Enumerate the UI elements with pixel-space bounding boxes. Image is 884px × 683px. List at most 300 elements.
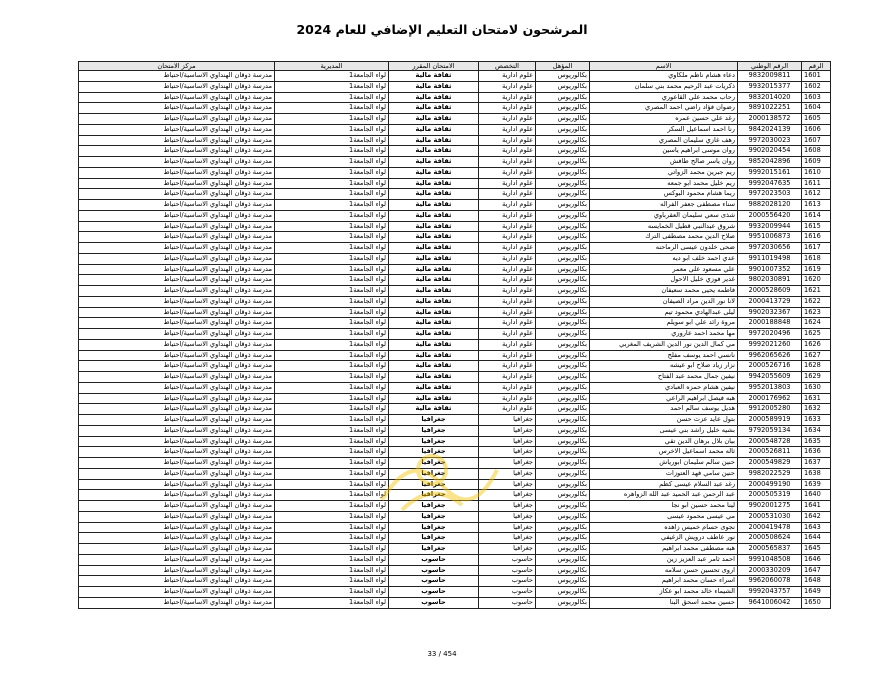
cell-specialization: علوم ادارية xyxy=(479,103,536,114)
cell-exam-center: مدرسة ذوقان الهنداوي الاساسية/احتياط xyxy=(79,200,275,211)
cell-number: 1638 xyxy=(802,468,831,479)
cell-exam-center: مدرسة ذوقان الهنداوي الاساسية/احتياط xyxy=(79,103,275,114)
cell-qualification: بكالوريوس xyxy=(536,178,590,189)
cell-qualification: بكالوريوس xyxy=(536,361,590,372)
cell-directorate: لواء الجامعة1 xyxy=(275,92,389,103)
cell-qualification: بكالوريوس xyxy=(536,533,590,544)
cell-name: ريم جبرين محمد الزواتي xyxy=(590,167,738,178)
table-row xyxy=(79,210,831,221)
cell-exam: جغرافيا xyxy=(389,544,479,555)
cell-national-id: 9962060078 xyxy=(738,576,802,587)
cell-directorate: لواء الجامعة1 xyxy=(275,200,389,211)
cell-national-id: 9962065626 xyxy=(738,350,802,361)
cell-number: 1627 xyxy=(802,350,831,361)
table-row xyxy=(79,157,831,168)
cell-directorate: لواء الجامعة1 xyxy=(275,501,389,512)
cell-number: 1618 xyxy=(802,253,831,264)
cell-directorate: لواء الجامعة1 xyxy=(275,232,389,243)
cell-name: لانا نور الدين مراد الصيفان xyxy=(590,296,738,307)
cell-specialization: علوم ادارية xyxy=(479,264,536,275)
header-exam: الامتحان المقرر xyxy=(389,62,479,71)
cell-exam-center: مدرسة ذوقان الهنداوي الاساسية/احتياط xyxy=(79,307,275,318)
cell-national-id: 9792059134 xyxy=(738,425,802,436)
cell-qualification: بكالوريوس xyxy=(536,221,590,232)
cell-number: 1623 xyxy=(802,307,831,318)
cell-number: 1646 xyxy=(802,554,831,565)
cell-qualification: بكالوريوس xyxy=(536,597,590,608)
cell-directorate: لواء الجامعة1 xyxy=(275,544,389,555)
cell-exam-center: مدرسة ذوقان الهنداوي الاساسية/احتياط xyxy=(79,189,275,200)
cell-number: 1612 xyxy=(802,189,831,200)
cell-directorate: لواء الجامعة1 xyxy=(275,576,389,587)
cell-national-id: 2000499190 xyxy=(738,479,802,490)
cell-national-id: 2000413729 xyxy=(738,296,802,307)
cell-exam-center: مدرسة ذوقان الهنداوي الاساسية/احتياط xyxy=(79,146,275,157)
cell-number: 1625 xyxy=(802,329,831,340)
table-row xyxy=(79,447,831,458)
cell-specialization: علوم ادارية xyxy=(479,92,536,103)
cell-directorate: لواء الجامعة1 xyxy=(275,114,389,125)
cell-name: مروة رائد علي ابو سويلم xyxy=(590,318,738,329)
cell-exam: جغرافيا xyxy=(389,415,479,426)
cell-exam: ثقافة مالية xyxy=(389,81,479,92)
table-row xyxy=(79,597,831,608)
cell-specialization: علوم ادارية xyxy=(479,178,536,189)
cell-national-id: 2000505319 xyxy=(738,490,802,501)
cell-directorate: لواء الجامعة1 xyxy=(275,393,389,404)
cell-exam-center: مدرسة ذوقان الهنداوي الاساسية/احتياط xyxy=(79,178,275,189)
cell-number: 1616 xyxy=(802,232,831,243)
cell-qualification: بكالوريوس xyxy=(536,372,590,383)
table-row xyxy=(79,135,831,146)
cell-national-id: 9842024139 xyxy=(738,124,802,135)
cell-number: 1626 xyxy=(802,339,831,350)
cell-directorate: لواء الجامعة1 xyxy=(275,339,389,350)
table-row xyxy=(79,404,831,415)
cell-national-id: 9912005280 xyxy=(738,404,802,415)
cell-name: شروق عبدالنبي قطيل الخمايسه xyxy=(590,221,738,232)
cell-specialization: علوم ادارية xyxy=(479,114,536,125)
cell-number: 1601 xyxy=(802,71,831,82)
cell-name: دعاء هشام ناظم ملكاوي xyxy=(590,71,738,82)
cell-exam: ثقافة مالية xyxy=(389,210,479,221)
cell-specialization: علوم ادارية xyxy=(479,318,536,329)
cell-exam-center: مدرسة ذوقان الهنداوي الاساسية/احتياط xyxy=(79,597,275,608)
cell-name: اروى تحسين حسن سلامه xyxy=(590,565,738,576)
cell-exam-center: مدرسة ذوقان الهنداوي الاساسية/احتياط xyxy=(79,565,275,576)
cell-number: 1634 xyxy=(802,425,831,436)
table-row xyxy=(79,415,831,426)
cell-national-id: 9911019498 xyxy=(738,253,802,264)
cell-directorate: لواء الجامعة1 xyxy=(275,103,389,114)
cell-exam: ثقافة مالية xyxy=(389,92,479,103)
cell-exam-center: مدرسة ذوقان الهنداوي الاساسية/احتياط xyxy=(79,436,275,447)
cell-number: 1633 xyxy=(802,415,831,426)
cell-exam-center: مدرسة ذوقان الهنداوي الاساسية/احتياط xyxy=(79,275,275,286)
cell-exam-center: مدرسة ذوقان الهنداوي الاساسية/احتياط xyxy=(79,296,275,307)
cell-national-id: 2000556420 xyxy=(738,210,802,221)
cell-directorate: لواء الجامعة1 xyxy=(275,81,389,92)
cell-directorate: لواء الجامعة1 xyxy=(275,318,389,329)
cell-specialization: جغرافيا xyxy=(479,533,536,544)
cell-exam: ثقافة مالية xyxy=(389,296,479,307)
table-row xyxy=(79,329,831,340)
cell-qualification: بكالوريوس xyxy=(536,81,590,92)
cell-number: 1631 xyxy=(802,393,831,404)
cell-qualification: بكالوريوس xyxy=(536,458,590,469)
cell-name: عدي احمد خلف ابو ديه xyxy=(590,253,738,264)
table-row xyxy=(79,81,831,92)
cell-exam: حاسوب xyxy=(389,554,479,565)
cell-exam-center: مدرسة ذوقان الهنداوي الاساسية/احتياط xyxy=(79,71,275,82)
cell-name: احمد ثامر عبد العزيز زين xyxy=(590,554,738,565)
cell-national-id: 9992015161 xyxy=(738,167,802,178)
cell-specialization: حاسوب xyxy=(479,576,536,587)
cell-exam-center: مدرسة ذوقان الهنداوي الاساسية/احتياط xyxy=(79,210,275,221)
table-row xyxy=(79,533,831,544)
cell-name: بشيه خليل راشد بني عيسى xyxy=(590,425,738,436)
cell-qualification: بكالوريوس xyxy=(536,490,590,501)
cell-name: رضوان فؤاد راضي احمد المصري xyxy=(590,103,738,114)
cell-qualification: بكالوريوس xyxy=(536,243,590,254)
cell-exam: جغرافيا xyxy=(389,425,479,436)
cell-name: نانسي احمد يوسف مفلح xyxy=(590,350,738,361)
table-row xyxy=(79,275,831,286)
cell-number: 1639 xyxy=(802,479,831,490)
header-qualification: المؤهل xyxy=(536,62,590,71)
table-row xyxy=(79,372,831,383)
cell-number: 1613 xyxy=(802,200,831,211)
cell-specialization: جغرافيا xyxy=(479,490,536,501)
cell-qualification: بكالوريوس xyxy=(536,436,590,447)
cell-exam: جغرافيا xyxy=(389,490,479,501)
cell-exam-center: مدرسة ذوقان الهنداوي الاساسية/احتياط xyxy=(79,286,275,297)
cell-number: 1619 xyxy=(802,264,831,275)
cell-exam-center: مدرسة ذوقان الهنداوي الاساسية/احتياط xyxy=(79,490,275,501)
cell-directorate: لواء الجامعة1 xyxy=(275,587,389,598)
cell-exam-center: مدرسة ذوقان الهنداوي الاساسية/احتياط xyxy=(79,468,275,479)
cell-directorate: لواء الجامعة1 xyxy=(275,275,389,286)
cell-qualification: بكالوريوس xyxy=(536,447,590,458)
table-row xyxy=(79,565,831,576)
cell-qualification: بكالوريوس xyxy=(536,404,590,415)
cell-exam: ثقافة مالية xyxy=(389,350,479,361)
cell-qualification: بكالوريوس xyxy=(536,587,590,598)
cell-qualification: بكالوريوس xyxy=(536,565,590,576)
cell-qualification: بكالوريوس xyxy=(536,554,590,565)
table-row xyxy=(79,458,831,469)
cell-exam: ثقافة مالية xyxy=(389,307,479,318)
cell-number: 1648 xyxy=(802,576,831,587)
candidates-table xyxy=(78,61,831,609)
cell-specialization: علوم ادارية xyxy=(479,135,536,146)
cell-name: ضحى خلدون عيسى الرماحنه xyxy=(590,243,738,254)
cell-number: 1602 xyxy=(802,81,831,92)
cell-qualification: بكالوريوس xyxy=(536,576,590,587)
cell-name: روان موسى ابراهيم ياسين xyxy=(590,146,738,157)
cell-national-id: 9991048508 xyxy=(738,554,802,565)
cell-directorate: لواء الجامعة1 xyxy=(275,210,389,221)
cell-exam: ثقافة مالية xyxy=(389,221,479,232)
cell-exam: جغرافيا xyxy=(389,522,479,533)
cell-number: 1615 xyxy=(802,221,831,232)
cell-name: بتول عايد عزت حسن xyxy=(590,415,738,426)
cell-number: 1620 xyxy=(802,275,831,286)
cell-national-id: 2000188848 xyxy=(738,318,802,329)
cell-name: الشيماء خالد محمد ابو عكاز xyxy=(590,587,738,598)
cell-name: شذى سعي سليمان العقرباوي xyxy=(590,210,738,221)
cell-number: 1630 xyxy=(802,382,831,393)
cell-specialization: جغرافيا xyxy=(479,458,536,469)
cell-exam-center: مدرسة ذوقان الهنداوي الاساسية/احتياط xyxy=(79,253,275,264)
cell-number: 1641 xyxy=(802,501,831,512)
cell-directorate: لواء الجامعة1 xyxy=(275,404,389,415)
table-row xyxy=(79,307,831,318)
table-row xyxy=(79,114,831,125)
cell-directorate: لواء الجامعة1 xyxy=(275,458,389,469)
cell-number: 1617 xyxy=(802,243,831,254)
cell-exam-center: مدرسة ذوقان الهنداوي الاساسية/احتياط xyxy=(79,339,275,350)
cell-directorate: لواء الجامعة1 xyxy=(275,329,389,340)
cell-specialization: جغرافيا xyxy=(479,436,536,447)
cell-national-id: 9982022529 xyxy=(738,468,802,479)
cell-specialization: جغرافيا xyxy=(479,479,536,490)
table-row xyxy=(79,544,831,555)
table-row xyxy=(79,382,831,393)
cell-qualification: بكالوريوس xyxy=(536,71,590,82)
cell-exam-center: مدرسة ذوقان الهنداوي الاساسية/احتياط xyxy=(79,511,275,522)
cell-exam: ثقافة مالية xyxy=(389,318,479,329)
cell-national-id: 9902001275 xyxy=(738,501,802,512)
table-row xyxy=(79,189,831,200)
cell-exam-center: مدرسة ذوقان الهنداوي الاساسية/احتياط xyxy=(79,157,275,168)
cell-national-id: 9951006873 xyxy=(738,232,802,243)
cell-national-id: 9992047635 xyxy=(738,178,802,189)
cell-specialization: علوم ادارية xyxy=(479,232,536,243)
cell-name: علي مسعود علي معمر xyxy=(590,264,738,275)
cell-directorate: لواء الجامعة1 xyxy=(275,511,389,522)
cell-exam: ثقافة مالية xyxy=(389,146,479,157)
cell-exam-center: مدرسة ذوقان الهنداوي الاساسية/احتياط xyxy=(79,533,275,544)
cell-national-id: 2000548728 xyxy=(738,436,802,447)
cell-qualification: بكالوريوس xyxy=(536,232,590,243)
cell-qualification: بكالوريوس xyxy=(536,479,590,490)
cell-number: 1608 xyxy=(802,146,831,157)
cell-qualification: بكالوريوس xyxy=(536,511,590,522)
cell-exam-center: مدرسة ذوقان الهنداوي الاساسية/احتياط xyxy=(79,415,275,426)
cell-directorate: لواء الجامعة1 xyxy=(275,554,389,565)
cell-national-id: 9832009811 xyxy=(738,71,802,82)
table-row xyxy=(79,361,831,372)
cell-exam-center: مدرسة ذوقان الهنداوي الاساسية/احتياط xyxy=(79,350,275,361)
cell-exam: ثقافة مالية xyxy=(389,71,479,82)
cell-national-id: 9852042896 xyxy=(738,157,802,168)
cell-directorate: لواء الجامعة1 xyxy=(275,71,389,82)
cell-specialization: علوم ادارية xyxy=(479,189,536,200)
cell-directorate: لواء الجامعة1 xyxy=(275,597,389,608)
cell-national-id: 2000138572 xyxy=(738,114,802,125)
cell-number: 1614 xyxy=(802,210,831,221)
cell-exam: ثقافة مالية xyxy=(389,286,479,297)
table-row xyxy=(79,554,831,565)
cell-specialization: حاسوب xyxy=(479,587,536,598)
cell-qualification: بكالوريوس xyxy=(536,329,590,340)
cell-directorate: لواء الجامعة1 xyxy=(275,382,389,393)
cell-national-id: 9891022251 xyxy=(738,103,802,114)
cell-directorate: لواء الجامعة1 xyxy=(275,221,389,232)
cell-national-id: 9802030891 xyxy=(738,275,802,286)
cell-exam-center: مدرسة ذوقان الهنداوي الاساسية/احتياط xyxy=(79,458,275,469)
cell-exam: ثقافة مالية xyxy=(389,114,479,125)
cell-specialization: جغرافيا xyxy=(479,501,536,512)
cell-number: 1642 xyxy=(802,511,831,522)
cell-number: 1621 xyxy=(802,286,831,297)
cell-exam: ثقافة مالية xyxy=(389,275,479,286)
cell-specialization: علوم ادارية xyxy=(479,361,536,372)
cell-name: مي عيسى محمود عيسى xyxy=(590,511,738,522)
cell-specialization: علوم ادارية xyxy=(479,296,536,307)
cell-qualification: بكالوريوس xyxy=(536,522,590,533)
cell-name: عبد الرحمن عبد الحميد عبد الله الزواهره xyxy=(590,490,738,501)
cell-qualification: بكالوريوس xyxy=(536,167,590,178)
table-row xyxy=(79,522,831,533)
cell-exam: ثقافة مالية xyxy=(389,167,479,178)
table-row xyxy=(79,167,831,178)
cell-exam-center: مدرسة ذوقان الهنداوي الاساسية/احتياط xyxy=(79,361,275,372)
cell-qualification: بكالوريوس xyxy=(536,501,590,512)
cell-number: 1610 xyxy=(802,167,831,178)
header-directorate: المديرية xyxy=(275,62,389,71)
cell-national-id: 9992043757 xyxy=(738,587,802,598)
cell-specialization: علوم ادارية xyxy=(479,221,536,232)
table-header-row xyxy=(79,62,831,71)
cell-name: ذكريات عبد الرحيم محمد بني سلمان xyxy=(590,81,738,92)
cell-specialization: جغرافيا xyxy=(479,511,536,522)
header-national-id: الرقم الوطني xyxy=(738,62,802,71)
cell-specialization: علوم ادارية xyxy=(479,404,536,415)
cell-national-id: 2000330209 xyxy=(738,565,802,576)
cell-exam-center: مدرسة ذوقان الهنداوي الاساسية/احتياط xyxy=(79,479,275,490)
cell-specialization: علوم ادارية xyxy=(479,81,536,92)
cell-number: 1649 xyxy=(802,587,831,598)
cell-specialization: علوم ادارية xyxy=(479,382,536,393)
cell-directorate: لواء الجامعة1 xyxy=(275,361,389,372)
cell-national-id: 9832014020 xyxy=(738,92,802,103)
cell-specialization: علوم ادارية xyxy=(479,253,536,264)
cell-exam: ثقافة مالية xyxy=(389,382,479,393)
cell-directorate: لواء الجامعة1 xyxy=(275,350,389,361)
header-exam-center: مركز الامتحان xyxy=(79,62,275,71)
cell-specialization: علوم ادارية xyxy=(479,210,536,221)
cell-exam: ثقافة مالية xyxy=(389,200,479,211)
cell-exam-center: مدرسة ذوقان الهنداوي الاساسية/احتياط xyxy=(79,135,275,146)
cell-qualification: بكالوريوس xyxy=(536,210,590,221)
cell-specialization: جغرافيا xyxy=(479,415,536,426)
cell-qualification: بكالوريوس xyxy=(536,275,590,286)
cell-exam: جغرافيا xyxy=(389,458,479,469)
cell-exam: جغرافيا xyxy=(389,436,479,447)
cell-number: 1606 xyxy=(802,124,831,135)
cell-specialization: علوم ادارية xyxy=(479,200,536,211)
table-row xyxy=(79,318,831,329)
cell-exam-center: مدرسة ذوقان الهنداوي الاساسية/احتياط xyxy=(79,447,275,458)
cell-national-id: 9992021260 xyxy=(738,339,802,350)
page-title: المرشحون لامتحان التعليم الإضافي للعام 2024 xyxy=(296,22,588,37)
cell-directorate: لواء الجامعة1 xyxy=(275,264,389,275)
cell-number: 1644 xyxy=(802,533,831,544)
table-row xyxy=(79,221,831,232)
cell-national-id: 2000589919 xyxy=(738,415,802,426)
table-body xyxy=(79,71,831,609)
cell-name: فاطمه يحيى محمد سعيفان xyxy=(590,286,738,297)
cell-number: 1650 xyxy=(802,597,831,608)
table-row xyxy=(79,71,831,82)
table-row xyxy=(79,124,831,135)
cell-number: 1629 xyxy=(802,372,831,383)
cell-number: 1604 xyxy=(802,103,831,114)
cell-name: رهف غازي سليمان المصري xyxy=(590,135,738,146)
table-row xyxy=(79,436,831,447)
cell-specialization: علوم ادارية xyxy=(479,307,536,318)
table-row xyxy=(79,587,831,598)
cell-exam-center: مدرسة ذوقان الهنداوي الاساسية/احتياط xyxy=(79,393,275,404)
cell-number: 1603 xyxy=(802,92,831,103)
cell-number: 1611 xyxy=(802,178,831,189)
cell-directorate: لواء الجامعة1 xyxy=(275,415,389,426)
cell-qualification: بكالوريوس xyxy=(536,425,590,436)
cell-specialization: جغرافيا xyxy=(479,522,536,533)
cell-specialization: علوم ادارية xyxy=(479,71,536,82)
cell-directorate: لواء الجامعة1 xyxy=(275,189,389,200)
cell-exam-center: مدرسة ذوقان الهنداوي الاساسية/احتياط xyxy=(79,404,275,415)
cell-number: 1628 xyxy=(802,361,831,372)
cell-qualification: بكالوريوس xyxy=(536,350,590,361)
cell-directorate: لواء الجامعة1 xyxy=(275,296,389,307)
cell-number: 1622 xyxy=(802,296,831,307)
cell-national-id: 9932015377 xyxy=(738,81,802,92)
cell-qualification: بكالوريوس xyxy=(536,318,590,329)
cell-number: 1605 xyxy=(802,114,831,125)
cell-exam: ثقافة مالية xyxy=(389,393,479,404)
cell-directorate: لواء الجامعة1 xyxy=(275,490,389,501)
table-row xyxy=(79,425,831,436)
cell-qualification: بكالوريوس xyxy=(536,264,590,275)
cell-qualification: بكالوريوس xyxy=(536,393,590,404)
cell-specialization: علوم ادارية xyxy=(479,146,536,157)
cell-qualification: بكالوريوس xyxy=(536,189,590,200)
cell-exam-center: مدرسة ذوقان الهنداوي الاساسية/احتياط xyxy=(79,318,275,329)
table-row xyxy=(79,350,831,361)
cell-national-id: 2000565837 xyxy=(738,544,802,555)
cell-exam: ثقافة مالية xyxy=(389,103,479,114)
cell-qualification: بكالوريوس xyxy=(536,103,590,114)
cell-name: رغد علي حسين عمره xyxy=(590,114,738,125)
cell-name: ليلى عبدالهادي محمود تيم xyxy=(590,307,738,318)
cell-name: ثاله محمد اسماعيل الاخرس xyxy=(590,447,738,458)
cell-specialization: حاسوب xyxy=(479,554,536,565)
cell-name: نيفين جمال محمد عبد الفتاح xyxy=(590,372,738,383)
cell-specialization: علوم ادارية xyxy=(479,243,536,254)
cell-exam-center: مدرسة ذوقان الهنداوي الاساسية/احتياط xyxy=(79,544,275,555)
cell-exam-center: مدرسة ذوقان الهنداوي الاساسية/احتياط xyxy=(79,382,275,393)
cell-name: حنين سالم سليمان ابورياش xyxy=(590,458,738,469)
cell-number: 1636 xyxy=(802,447,831,458)
cell-exam-center: مدرسة ذوقان الهنداوي الاساسية/احتياط xyxy=(79,232,275,243)
cell-exam-center: مدرسة ذوقان الهنداوي الاساسية/احتياط xyxy=(79,264,275,275)
cell-directorate: لواء الجامعة1 xyxy=(275,468,389,479)
cell-exam: جغرافيا xyxy=(389,533,479,544)
cell-name: نيفين هشام حمزه العبادي xyxy=(590,382,738,393)
